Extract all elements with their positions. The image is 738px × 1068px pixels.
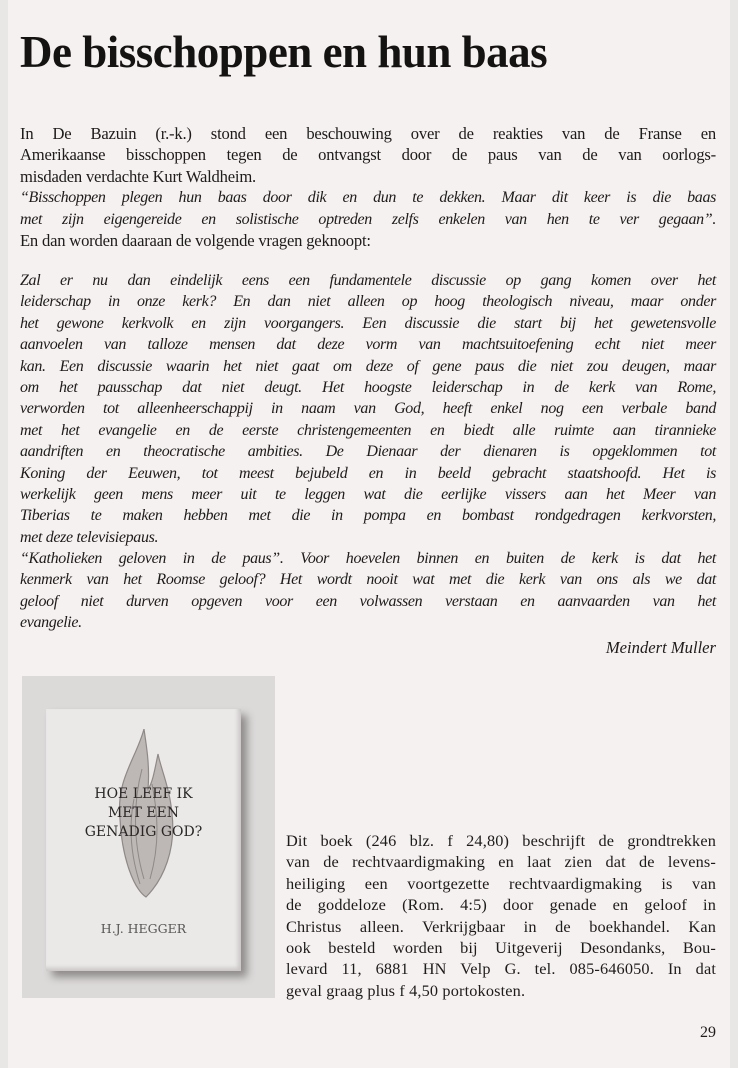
quote-line: “Bisschoppen plegen hun baas door dik en dun te dekken. Maar dit keer is die baas: [20, 189, 716, 207]
description-line: de goddeloze (Rom. 4:5) door genade en geloof in: [286, 895, 716, 915]
quote-line: met zijn eigengereide en solistische optreden zelfs enkelen van hen te ver gegaan”.: [20, 210, 716, 228]
intro-paragraph: [20, 123, 716, 251]
article-title: De bisschoppen en hun baas: [20, 27, 548, 77]
text-line: In De Bazuin (r.-k.) stond een beschouwing over de reakties van de Franse en: [20, 124, 716, 143]
quoted-body: [20, 270, 716, 634]
description-line: Christus alleen. Verkrijgbaar in de boekhandel. Kan: [286, 916, 716, 936]
cover-author: H.J. HEGGER: [100, 921, 187, 936]
author-signature: Meindert Muller: [605, 638, 716, 657]
page-number: 29: [700, 1024, 716, 1041]
body-line: evangelie.: [20, 614, 82, 632]
body-line: kenmerk van het Roomse geloof? Het wordt nooit wat met die kerk van ons als we dat: [20, 571, 716, 589]
description-line: ook besteld worden bij Uitgeverij Desondanks, Bou-: [286, 937, 716, 957]
body-line: Zal er nu dan eindelijk eens een fundamentele discussie op gang komen over het: [20, 272, 716, 289]
description-line: van de rechtvaardigmaking en laat zien dat de levens-: [286, 852, 716, 872]
body-line: het gewone kerkvolk en zijn voorgangers. Een discussie die start bij het gewetensvolle: [20, 314, 716, 332]
body-line: Tiberias te maken hebben met die in pompa en bombast rondgedragen kerkvorsten,: [20, 507, 716, 525]
description-line: geval graag plus f 4,50 portokosten.: [286, 980, 526, 1000]
body-line: met deze televisiepaus.: [20, 528, 159, 546]
text-line: Amerikaanse bisschoppen tegen de ontvangst door de paus van de van oorlogs-: [20, 145, 716, 165]
body-line: met het evangelie en de eerste christengemeenten en biedt alle ruimte aan tirannieke: [20, 421, 716, 439]
cover-title-line: HOE LEEF IK: [94, 786, 193, 802]
body-line: Koning der Eeuwen, tot meest bejubeld en in beeld gebracht staatshoofd. Het is: [20, 464, 716, 482]
body-line: kan. Een discussie waarin het niet gaat om deze of gene paus die niet zou deugen, maar: [20, 357, 716, 375]
book-cover: [46, 709, 241, 971]
body-line: werkelijk geen mens meer uit te leggen wat die eerlijke vissers aan het Meer van: [20, 485, 716, 503]
body-line: om het pausschap dat niet deugt. Het hoogste leiderschap in de kerk van Rome,: [20, 378, 716, 396]
description-line: Dit boek (246 blz. f 24,80) beschrijft de grondtrekken: [286, 831, 716, 850]
body-line: verworden tot alleenheerschappij in naam van God, heeft enkel nog een verbale band: [20, 400, 716, 418]
lead-line: En dan worden daaraan de volgende vragen geknoopt:: [20, 230, 371, 250]
description-line: levard 11, 6881 HN Velp G. tel. 085-646050. In dat: [286, 959, 716, 979]
body-line: “Katholieken geloven in de paus”. Voor hoevelen binnen en buiten de kerk is dat het: [20, 550, 716, 568]
body-line: aanvoelen van talloze mensen dat deze vorm van machtsuitoefening echt niet meer: [20, 336, 716, 354]
body-line: geloof niet durven opgeven voor een volwassen verstaan en aanvaarden van het: [20, 592, 716, 610]
body-line: leiderschap in onze kerk? En dan niet alleen op hoog theologisch niveau, maar onder: [20, 293, 716, 311]
book-cover-photo: [22, 676, 275, 998]
description-line: heiliging een voortgezette rechtvaardigmaking is van: [286, 873, 716, 893]
body-line: aandriften en theocratische ambities. De Dienaar der dienaren is opgeklommen tot: [20, 443, 716, 461]
book-description: [286, 830, 716, 1001]
text-line: misdaden verdachte Kurt Waldheim.: [20, 166, 256, 186]
cover-title-line: MET EEN: [107, 805, 180, 821]
cover-title-line: GENADIG GOD?: [84, 824, 203, 840]
